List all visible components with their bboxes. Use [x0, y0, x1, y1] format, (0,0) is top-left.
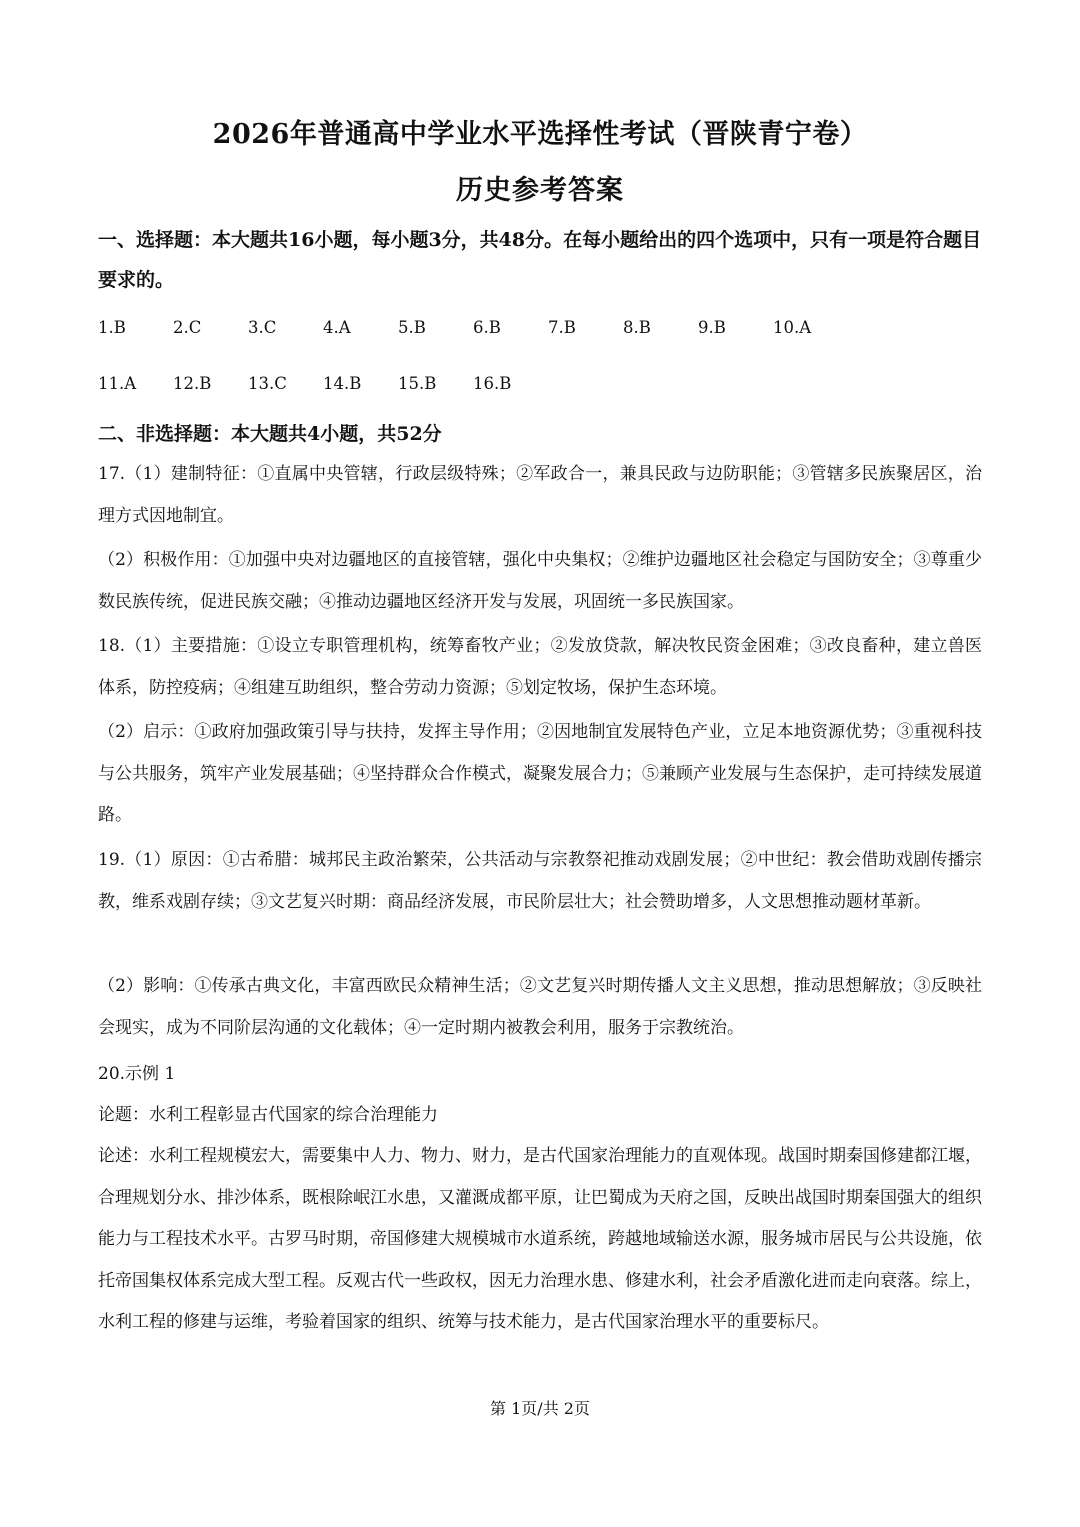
answer-item: 3.C — [248, 318, 277, 337]
answer-row-1 — [98, 318, 982, 342]
answer-19-part-1: 19.（1）原因：①古希腊：城邦民主政治繁荣，公共活动与宗教祭祀推动戏剧发展；②中世纪：教会借助戏剧传播宗教，维系戏剧存续；③文艺复兴时期：商品经济发展，市民阶层壮大；社会赞助增多，人文思想推动题材革新。 — [98, 850, 982, 912]
page-title: 2026年普通高中学业水平选择性考试（晋陕青宁卷） — [212, 119, 868, 150]
answer-item: 4.A — [323, 318, 351, 337]
answer-item: 6.B — [473, 318, 501, 337]
answer-item: 1.B — [98, 318, 126, 337]
answer-18-part-2: （2）启示：①政府加强政策引导与扶持，发挥主导作用；②因地制宜发展特色产业，立足本地资源优势；③重视科技与公共服务，筑牢产业发展基础；④坚持群众合作模式，凝聚发展合力；⑤兼顾产业发展与生态保护，走可持续发展道路。 — [98, 722, 982, 825]
answer-item: 7.B — [548, 318, 576, 337]
answer-19-part-2: （2）影响：①传承古典文化，丰富西欧民众精神生活；②文艺复兴时期传播人文主义思想，推动思想解放；③反映社会现实，成为不同阶层沟通的文化载体；④一定时期内被教会利用，服务于宗教统治。 — [98, 976, 982, 1038]
answer-20-topic: 论题：水利工程彰显古代国家的综合治理能力 — [98, 1105, 438, 1125]
answer-17-part-1: 17.（1）建制特征：①直属中央管辖，行政层级特殊；②军政合一，兼具民政与边防职能；③管辖多民族聚居区，治理方式因地制宜。 — [98, 464, 982, 526]
answer-item: 5.B — [398, 318, 426, 337]
answer-item: 15.B — [398, 374, 437, 393]
answer-item: 16.B — [473, 374, 512, 393]
answer-row-2 — [98, 374, 982, 398]
answer-item: 12.B — [173, 374, 212, 393]
answer-20-label: 20.示例 1 — [98, 1064, 176, 1084]
section-2-heading: 二、非选择题：本大题共4小题，共52分 — [98, 423, 442, 445]
page-number: 第 1页/共 2页 — [490, 1399, 590, 1418]
answer-item: 13.C — [248, 374, 287, 393]
answer-item: 10.A — [773, 318, 812, 337]
answer-17-part-2: （2）积极作用：①加强中央对边疆地区的直接管辖，强化中央集权；②维护边疆地区社会稳定与国防安全；③尊重少数民族传统，促进民族交融；④推动边疆地区经济开发与发展，巩固统一多民族国家。 — [98, 550, 982, 612]
answer-item: 9.B — [698, 318, 726, 337]
answer-item: 14.B — [323, 374, 362, 393]
section-1-heading: 一、选择题：本大题共16小题，每小题3分，共48分。在每小题给出的四个选项中，只有一项是符合题目要求的。 — [98, 229, 982, 291]
answer-item: 2.C — [173, 318, 202, 337]
answer-item: 11.A — [98, 374, 137, 393]
page-subtitle: 历史参考答案 — [456, 175, 624, 206]
answer-item: 8.B — [623, 318, 651, 337]
answer-20-body: 论述：水利工程规模宏大，需要集中人力、物力、财力，是古代国家治理能力的直观体现。战国时期秦国修建都江堰，合理规划分水、排沙体系，既根除岷江水患，又灌溉成都平原，让巴蜀成为天府之国，反映出战国时期秦国强大的组织能力与工程技术水平。古罗马时期，帝国修建大规模城市水道系统，跨越地域输送水源，服务城市居民与公共设施，依托帝国集权体系完成大型工程。反观古代一些政权，因无力治理水患、修建水利，社会矛盾激化进而走向衰落。综上，水利工程的修建与运维，考验着国家的组织、统筹与技术能力，是古代国家治理水平的重要标尺。 — [98, 1146, 982, 1332]
answer-18-part-1: 18.（1）主要措施：①设立专职管理机构，统筹畜牧产业；②发放贷款，解决牧民资金困难；③改良畜种，建立兽医体系，防控疫病；④组建互助组织，整合劳动力资源；⑤划定牧场，保护生态环境。 — [98, 636, 982, 698]
